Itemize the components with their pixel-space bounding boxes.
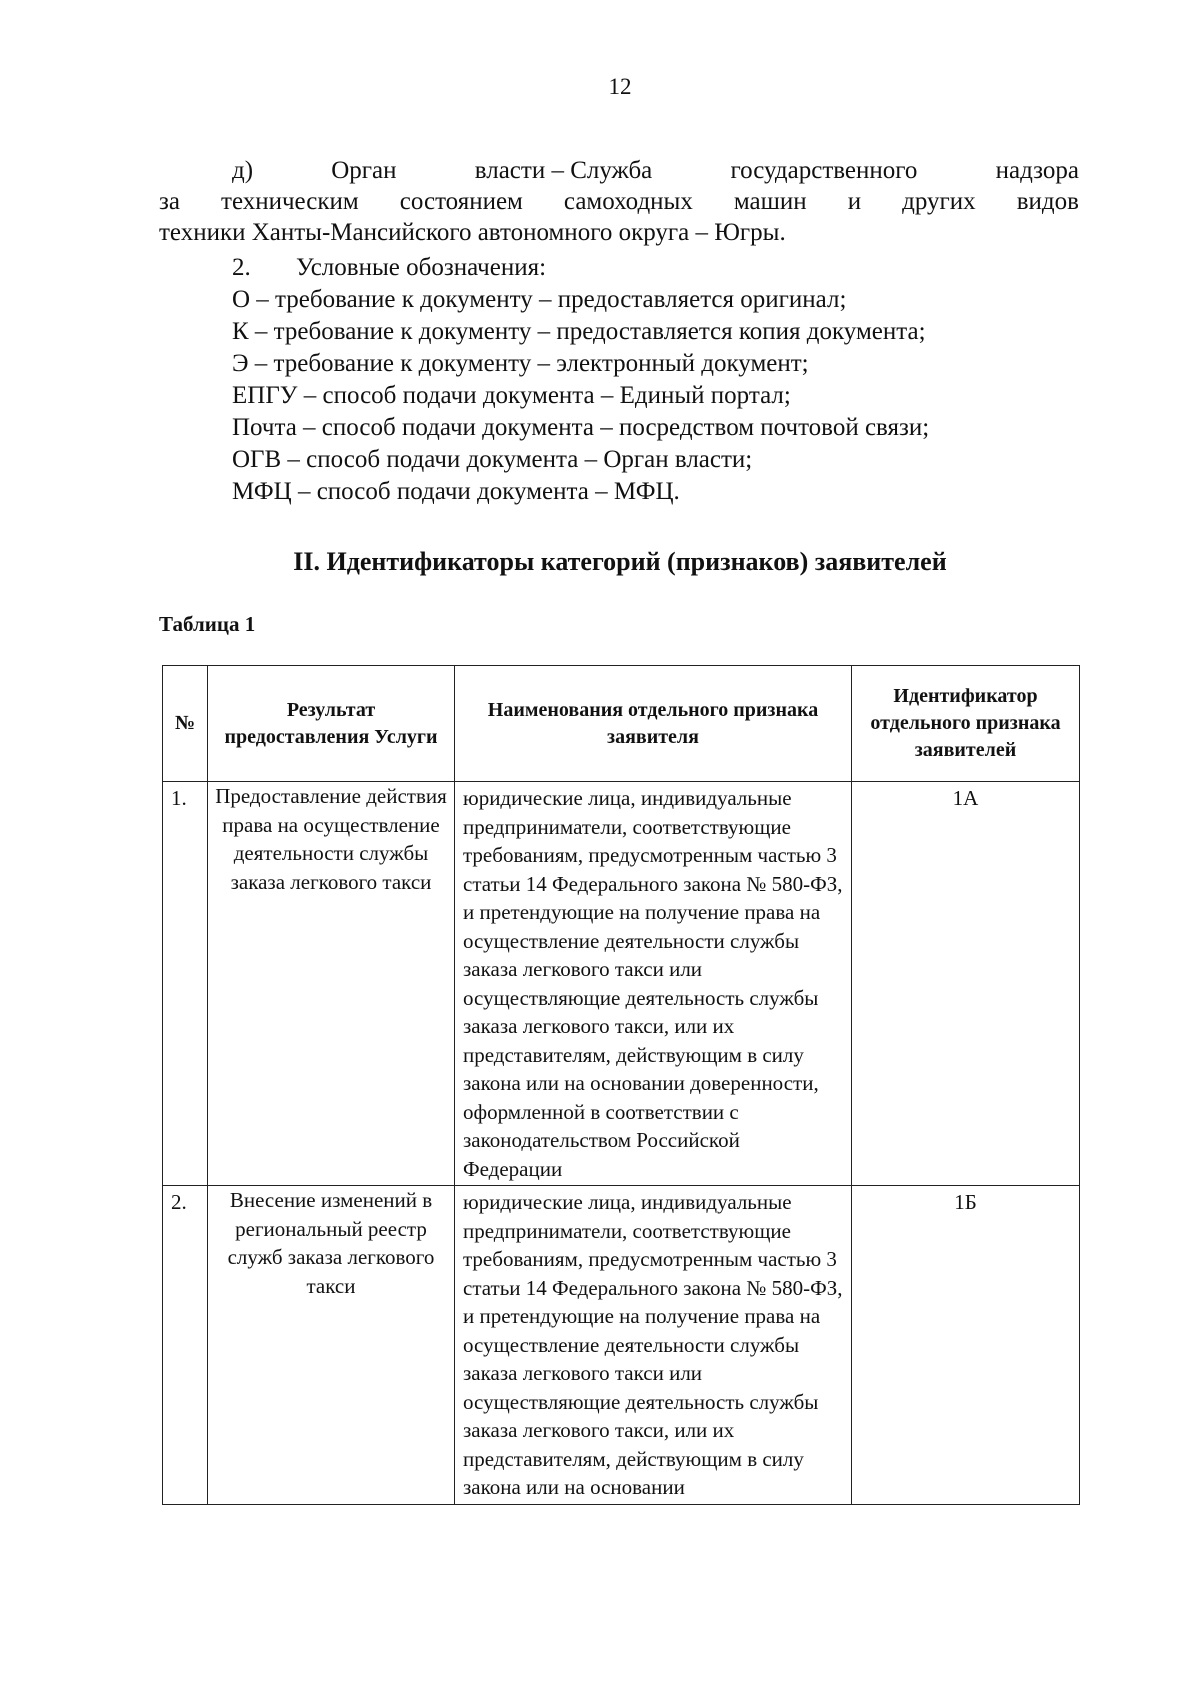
legend-item: ОГВ – способ подачи документа – Орган власти; (232, 446, 753, 473)
row-result: Предоставление действия права на осуществление деятельности службы заказа легкового такси (208, 782, 455, 1186)
legend-heading (232, 252, 929, 284)
legend (232, 252, 929, 508)
legend-number: 2. (232, 254, 251, 281)
intro-word: власти – Служба (474, 157, 653, 184)
table-row (163, 782, 1080, 1186)
applicant-categories-table (162, 665, 1080, 1505)
legend-title: Условные обозначения: (296, 254, 547, 281)
table-caption: Таблица 1 (159, 612, 256, 636)
intro-paragraph (159, 155, 1079, 248)
header-number: № (163, 666, 208, 782)
row-number: 2. (163, 1186, 208, 1505)
intro-word: надзора (995, 157, 1079, 184)
intro-word: состоянием (399, 188, 523, 215)
header-name: Наименования отдельного признака заявителя (455, 666, 852, 782)
legend-item: Почта – способ подачи документа – посредством почтовой связи; (232, 414, 930, 441)
legend-item: О – требование к документу – предоставляется оригинал; (232, 286, 847, 313)
legend-item: К – требование к документу – предоставляется копия документа; (232, 318, 926, 345)
intro-word: других (902, 188, 976, 215)
intro-word: и (847, 188, 862, 215)
header-result: Результат предоставления Услуги (208, 666, 455, 782)
header-identifier: Идентификатор отдельного признака заявителей (852, 666, 1080, 782)
legend-item: МФЦ – способ подачи документа – МФЦ. (232, 478, 680, 505)
table-row (163, 1186, 1080, 1505)
intro-line-2 (159, 186, 1079, 217)
intro-line-3: техники Ханты-Мансийского автономного округа – Югры. (159, 219, 786, 246)
row-number: 1. (163, 782, 208, 1186)
section-title: II. Идентификаторы категорий (признаков) заявителей (293, 547, 947, 576)
legend-item: ЕПГУ – способ подачи документа – Единый портал; (232, 382, 791, 409)
intro-word: за (159, 188, 180, 215)
intro-word: государственного (730, 157, 918, 184)
intro-word: самоходных (563, 188, 693, 215)
row-identifier: 1А (852, 782, 1080, 1186)
intro-word: видов (1016, 188, 1079, 215)
page-number: 12 (608, 74, 632, 99)
table-header-row (163, 666, 1080, 782)
legend-item: Э – требование к документу – электронный документ; (232, 350, 809, 377)
intro-word: машин (733, 188, 807, 215)
intro-line-1 (159, 155, 1079, 186)
row-applicant-name: юридические лица, индивидуальные предприниматели, соответствующие требованиям, предусмотренным частью 3 статьи 14 Федерального закона № 580-ФЗ, и претендующие на получение права на осуществление деятельности службы заказа легкового такси или осуществляющие деятельность службы заказа легкового такси, или их представителям, действующим в силу закона или на основании (455, 1186, 852, 1505)
row-identifier: 1Б (852, 1186, 1080, 1505)
intro-word: техническим (221, 188, 359, 215)
intro-word: Орган (331, 157, 397, 184)
intro-word: д) (232, 157, 254, 184)
row-result: Внесение изменений в региональный реестр служб заказа легкового такси (208, 1186, 455, 1505)
row-applicant-name: юридические лица, индивидуальные предприниматели, соответствующие требованиям, предусмотренным частью 3 статьи 14 Федерального закона № 580-ФЗ, и претендующие на получение права на осуществление деятельности службы заказа легкового такси или осуществляющие деятельность службы заказа легкового такси, или их представителям, действующим в силу закона или на основании доверенности, оформленной в соответствии с законодательством Российской Федерации (455, 782, 852, 1186)
